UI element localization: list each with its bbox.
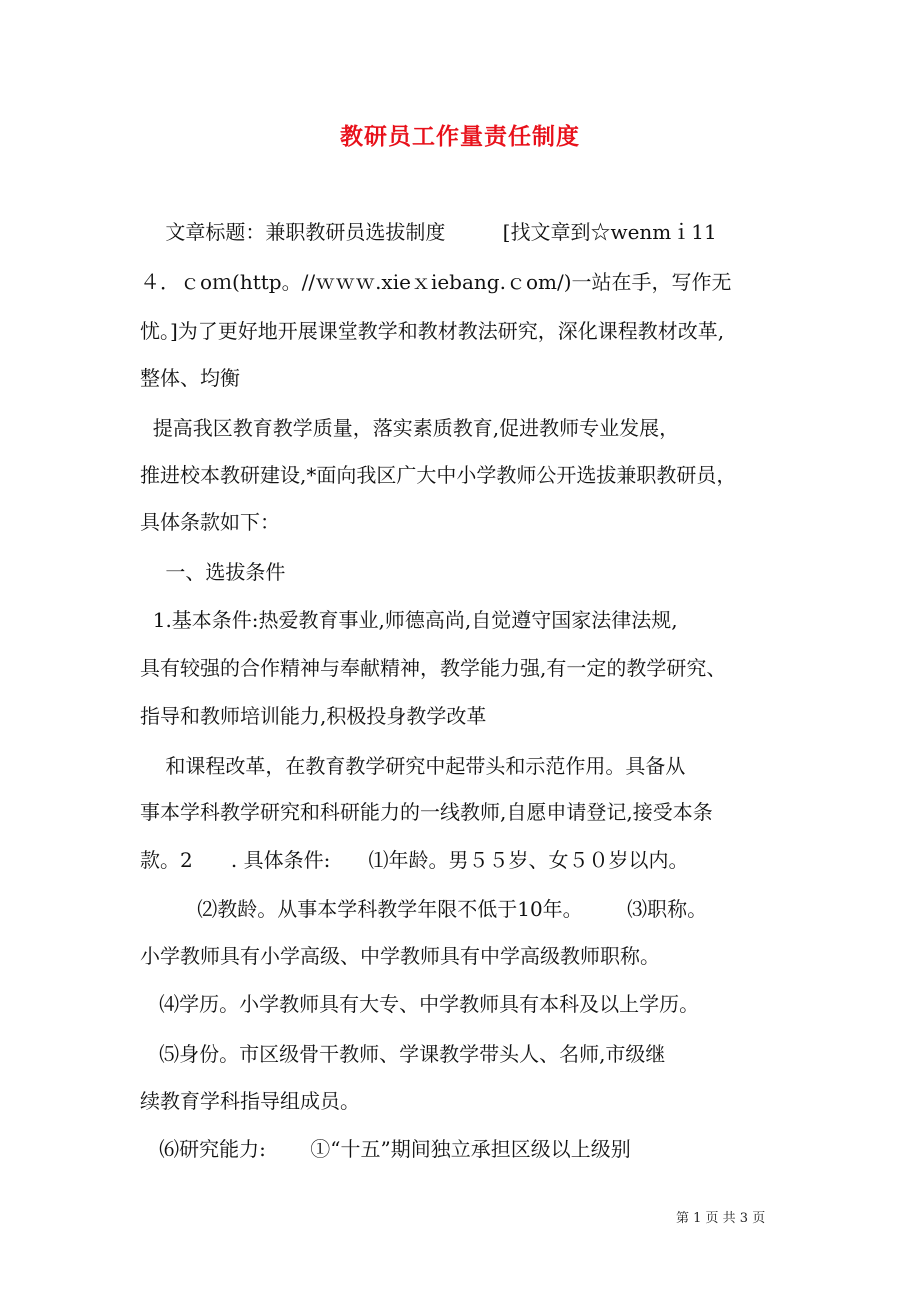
text-line: ⑸身份。市区级骨干教师、学课教学带头人、名师,市级继 — [140, 1042, 666, 1066]
text-line: 一、选拔条件 — [140, 560, 286, 584]
text-line: ⑹研究能力:﻿ ①“十五”期间独立承担区级以上级别 — [140, 1137, 631, 1161]
text-line: 款。2 ﻿. 具体条件﻿:﻿ ⑴年龄。男５５岁、女５０岁以内。 — [140, 848, 689, 872]
text-line: 小学教师具有小学高级、中学教师具有中学高级教师职称。 — [140, 944, 660, 968]
text-line: ４．ｃoｍ(http。//ｗｗｗ.xieｘiebang.ｃom/)一站在手，写作无 — [140, 270, 732, 294]
text-line: 具体条款如下： — [140, 510, 280, 534]
text-line: 续教育学科指导组成员。 — [140, 1089, 360, 1113]
text-line: 指导和教师培训能力,积极投身教学改革 — [140, 704, 487, 728]
text-line: 整体、均衡 — [140, 366, 240, 390]
text-line: 提高我区教育教学质量，落实素质教育,促进教师专业发展， — [140, 416, 680, 440]
text-line: 1.基本条件:热爱教育事业,师德高尚,自觉遵守国家法律法规, — [140, 608, 678, 632]
text-line: 和课程改革，在教育教学研究中起带头和示范作用。具备从 — [140, 754, 686, 778]
text-line: ﻿ ⑵教龄。从事本学科教学年限不低于10年。﻿ ⑶职称。 — [140, 897, 708, 921]
text-line: ⑷学历。小学教师具有大专、中学教师具有本科及以上学历。 — [140, 992, 700, 1016]
text-line: 文章标题：兼职教研员选拔制度﻿ [找文章到☆wenmｉ11 — [140, 220, 717, 244]
page-title: 教研员工作量责任制度 — [340, 124, 580, 150]
text-line: 具有较强的合作精神与奉献精神，教学能力强,有一定的教学研究、 — [140, 656, 727, 680]
text-line: 忧。]为了更好地开展课堂教学和教材教法研究，深化课程教材改革, — [140, 319, 725, 343]
page-footer: 第 1 页 共 3 页 — [676, 1211, 766, 1226]
text-line: 事本学科教学研究和科研能力的一线教师,自愿申请登记,接受本条 — [140, 800, 713, 824]
text-line: 推进校本教研建设,*面向我区广大中小学教师公开选拔兼职教研员， — [140, 463, 737, 487]
